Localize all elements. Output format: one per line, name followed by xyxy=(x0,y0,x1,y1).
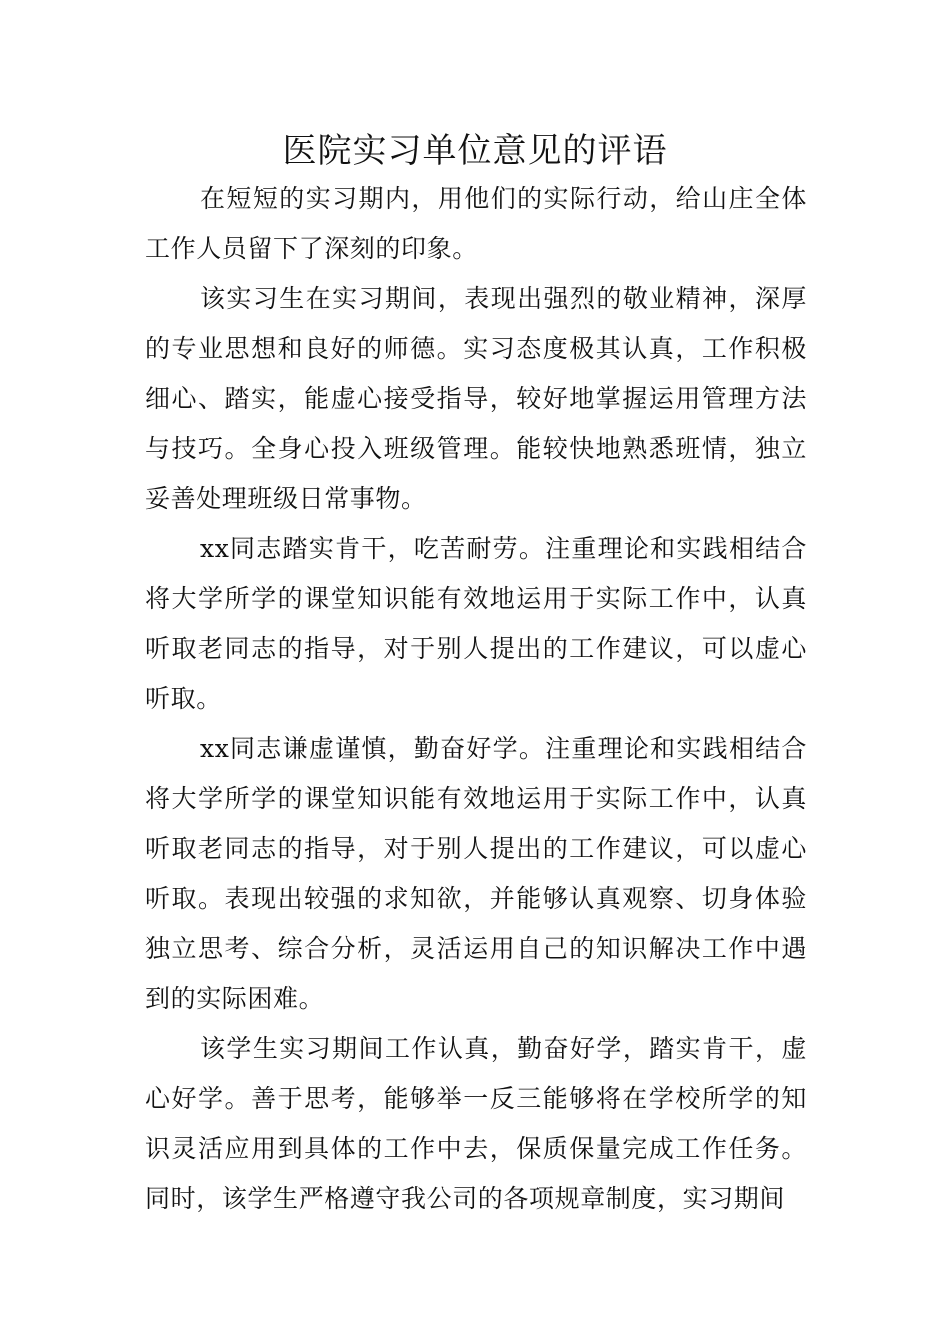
paragraph-1: 在短短的实习期内，用他们的实际行动，给山庄全体工作人员留下了深刻的印象。 xyxy=(145,184,807,263)
paragraph-3: xx同志踏实肯干，吃苦耐劳。注重理论和实践相结合将大学所学的课堂知识能有效地运用于实际工作中，认真听取老同志的指导，对于别人提出的工作建议，可以虚心听取。 xyxy=(145,534,807,713)
document-title: 医院实习单位意见的评语 xyxy=(282,131,668,171)
paragraph-5: 该学生实习期间工作认真，勤奋好学，踏实肯干，虚心好学。善于思考，能够举一反三能够将在学校所学的知识灵活应用到具体的工作中去，保质保量完成工作任务。同时，该学生严格遵守我公司的各项规章制度，实习期间 xyxy=(145,1034,807,1213)
document-body xyxy=(145,174,807,1224)
paragraph-4: xx同志谦虚谨慎，勤奋好学。注重理论和实践相结合将大学所学的课堂知识能有效地运用于实际工作中，认真听取老同志的指导，对于别人提出的工作建议，可以虚心听取。表现出较强的求知欲，并能够认真观察、切身体验独立思考、综合分析，灵活运用自己的知识解决工作中遇到的实际困难。 xyxy=(145,734,807,1013)
paragraph-2: 该实习生在实习期间，表现出强烈的敬业精神，深厚的专业思想和良好的师德。实习态度极其认真，工作积极细心、踏实，能虚心接受指导，较好地掌握运用管理方法与技巧。全身心投入班级管理。能较快地熟悉班情，独立妥善处理班级日常事物。 xyxy=(145,284,807,513)
